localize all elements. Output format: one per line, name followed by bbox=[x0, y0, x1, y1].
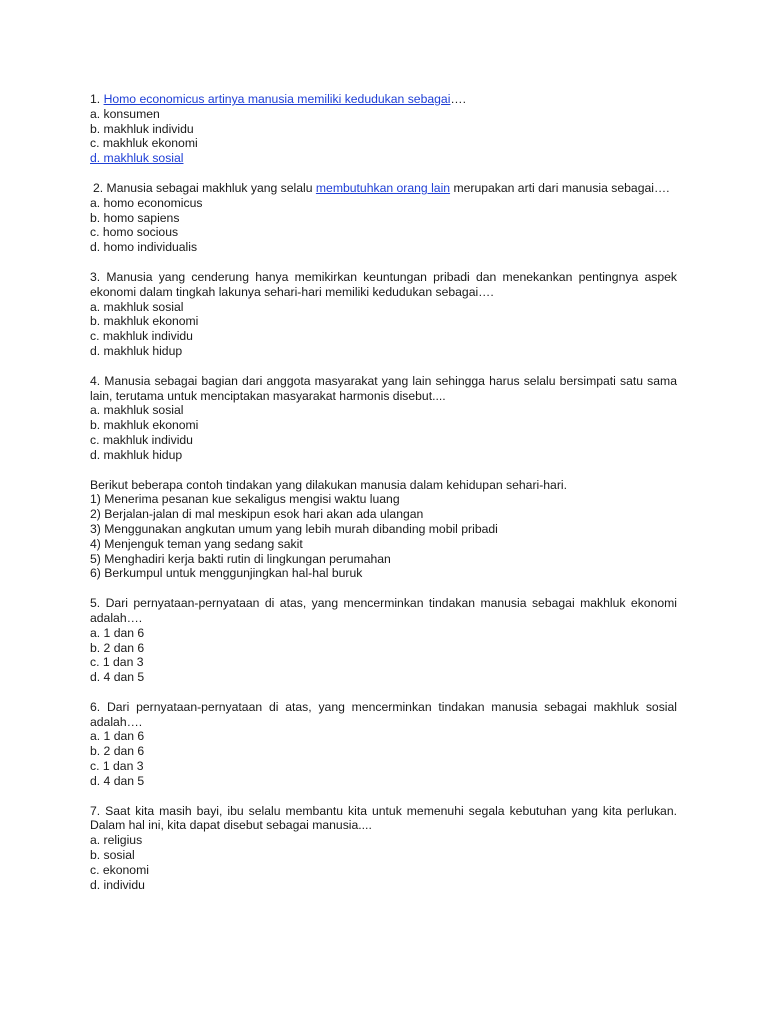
question-4-option-d: d. makhluk hidup bbox=[90, 447, 183, 462]
question-1-stem bbox=[90, 92, 677, 107]
question-2-link[interactable]: membutuhkan orang lain bbox=[315, 180, 451, 195]
question-6-option-a: a. 1 dan 6 bbox=[90, 729, 145, 744]
question-3-option-b: b. makhluk ekonomi bbox=[90, 314, 199, 329]
question-1-option-d-link[interactable]: d. makhluk sosial bbox=[90, 151, 184, 166]
question-6-option-c: c. 1 dan 3 bbox=[90, 759, 144, 774]
question-5-stem: 5. Dari pernyataan-pernyataan di atas, yang mencerminkan tindakan manusia sebagai makhluk ekonomi adalah…. bbox=[90, 596, 677, 625]
question-2-option-d: d. homo individualis bbox=[90, 240, 198, 255]
question-5-option-d: d. 4 dan 5 bbox=[90, 670, 145, 685]
statement-4: 4) Menjenguk teman yang sedang sakit bbox=[90, 536, 303, 551]
question-1-option-c: c. makhluk ekonomi bbox=[90, 136, 198, 151]
question-5-option-b: b. 2 dan 6 bbox=[90, 640, 145, 655]
question-4-option-a: a. makhluk sosial bbox=[90, 403, 184, 418]
statement-5: 5) Menghadiri kerja bakti rutin di lingkungan perumahan bbox=[90, 551, 391, 566]
question-4-option-c: c. makhluk individu bbox=[90, 432, 193, 447]
question-6-option-d: d. 4 dan 5 bbox=[90, 773, 145, 788]
question-7-option-a: a. religius bbox=[90, 833, 143, 848]
question-2-lead: 2. Manusia sebagai makhluk yang selalu bbox=[93, 180, 316, 195]
question-1 bbox=[90, 92, 677, 166]
question-7-option-b: b. sosial bbox=[90, 848, 135, 863]
question-1-link[interactable]: Homo economicus artinya manusia memiliki kedudukan sebagai bbox=[103, 92, 451, 106]
context-intro: Berikut beberapa contoh tindakan yang dilakukan manusia dalam kehidupan sehari-hari. bbox=[90, 477, 567, 492]
question-2-option-a: a. homo economicus bbox=[90, 195, 203, 210]
question-4-stem: 4. Manusia sebagai bagian dari anggota masyarakat yang lain sehingga harus selalu bersimpati satu sama lain, terutama untuk menciptakan masyarakat harmonis disebut.... bbox=[90, 373, 677, 403]
question-1-option-a: a. konsumen bbox=[90, 106, 160, 121]
question-1-number: 1. bbox=[90, 92, 104, 106]
question-1-tail: …. bbox=[450, 92, 466, 106]
question-5 bbox=[90, 596, 677, 685]
question-4 bbox=[90, 374, 677, 463]
question-6-option-b: b. 2 dan 6 bbox=[90, 744, 145, 759]
question-5-option-a: a. 1 dan 6 bbox=[90, 625, 145, 640]
question-2-tail: merupakan arti dari manusia sebagai…. bbox=[450, 180, 670, 195]
question-7-option-c: c. ekonomi bbox=[90, 862, 149, 877]
statement-3: 3) Menggunakan angkutan umum yang lebih murah dibanding mobil pribadi bbox=[90, 521, 498, 536]
question-3-option-c: c. makhluk individu bbox=[90, 329, 193, 344]
statement-6: 6) Berkumpul untuk menggunjingkan hal-hal buruk bbox=[90, 566, 363, 581]
question-6-stem: 6. Dari pernyataan-pernyataan di atas, yang mencerminkan tindakan manusia sebagai makhluk sosial adalah…. bbox=[90, 699, 677, 729]
question-2-stem bbox=[90, 181, 677, 196]
question-2-option-b: b. homo sapiens bbox=[90, 210, 180, 225]
question-3 bbox=[90, 270, 677, 359]
question-3-stem: 3. Manusia yang cenderung hanya memikirkan keuntungan pribadi dan menekankan pentingnya aspek ekonomi dalam tingkah lakunya sehari-hari memiliki kedudukan sebagai…. bbox=[90, 269, 677, 299]
quiz-document bbox=[90, 92, 677, 907]
question-1-option-b: b. makhluk individu bbox=[90, 121, 194, 136]
question-7-stem: 7. Saat kita masih bayi, ibu selalu membantu kita untuk memenuhi segala kebutuhan yang kita perlukan. Dalam hal ini, kita dapat disebut sebagai manusia.... bbox=[90, 803, 677, 833]
question-2 bbox=[90, 181, 677, 255]
question-7-option-d: d. individu bbox=[90, 877, 145, 892]
question-4-option-b: b. makhluk ekonomi bbox=[90, 418, 199, 433]
context-statements bbox=[90, 478, 677, 582]
question-3-option-a: a. makhluk sosial bbox=[90, 299, 184, 314]
statement-1: 1) Menerima pesanan kue sekaligus mengisi waktu luang bbox=[90, 492, 400, 507]
question-5-option-c: c. 1 dan 3 bbox=[90, 655, 144, 670]
question-6 bbox=[90, 700, 677, 789]
question-7 bbox=[90, 804, 677, 893]
statement-2: 2) Berjalan-jalan di mal meskipun esok hari akan ada ulangan bbox=[90, 507, 424, 522]
question-2-option-c: c. homo socious bbox=[90, 225, 179, 240]
question-3-option-d: d. makhluk hidup bbox=[90, 343, 183, 358]
